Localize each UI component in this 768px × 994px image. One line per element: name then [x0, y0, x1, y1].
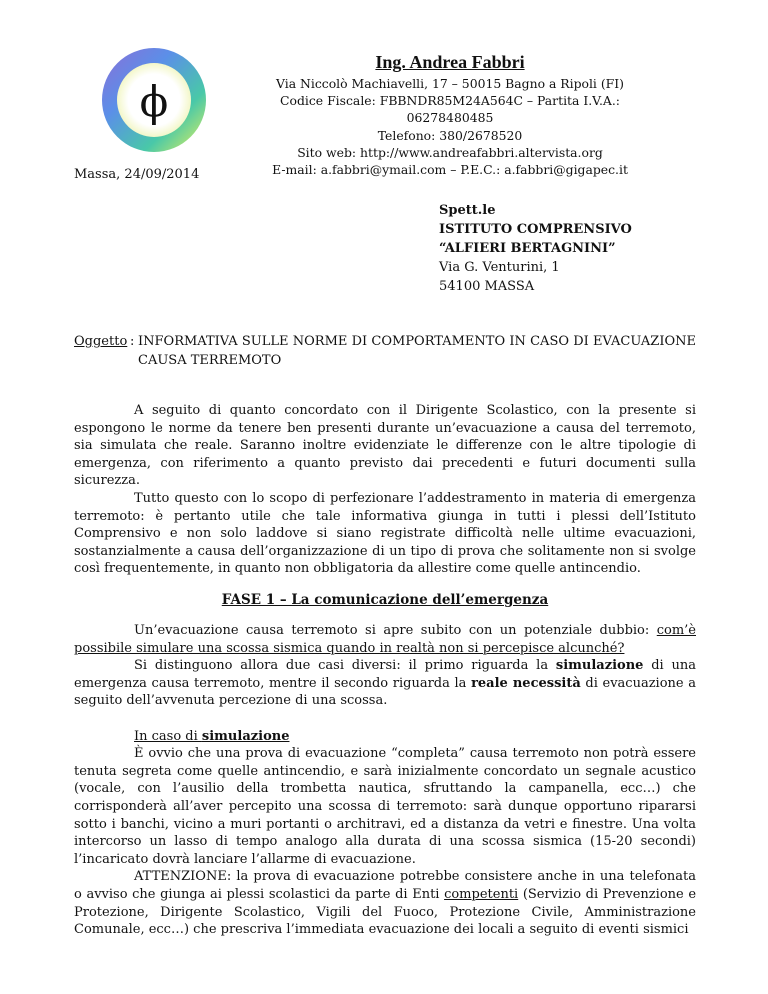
- section-paragraph-2-text-c: di una emergenza causa terremoto, mentre il secondo riguarda la: [74, 658, 696, 691]
- section-paragraph-1-text: Un’evacuazione causa terremoto si apre subito con un potenziale dubbio:: [134, 623, 657, 638]
- subject-colon: :: [130, 334, 135, 349]
- section-body: [74, 622, 696, 939]
- simulation-keyword: simulazione: [555, 658, 644, 674]
- sender-phone: Telefono: 380/2678520: [377, 127, 523, 143]
- section-paragraph-4-text-b: (Servizio di Prevenzione e Protezione, Dirigente Scolastico, Vigili del Fuoco, Protezione Civile, Amministrazione Comunale, ecc…) che prescriva l’immediata evacuazione dei locali a seguito di eventi sismici: [74, 886, 697, 938]
- simulation-subheading-text: In caso di: [134, 728, 202, 744]
- sender-email: E-mail: a.fabbri@ymail.com – P.E.C.: a.fabbri@gigapec.it: [272, 162, 628, 178]
- competent-keyword: competenti: [444, 886, 519, 902]
- subject-label: Oggetto: [74, 334, 128, 349]
- section-paragraph-1-question: com’è possibile simulare una scossa sismica quando in realtà non si percepisce alcunché?: [74, 623, 696, 656]
- section-paragraph-4-text-a: ATTENZIONE: la prova di evacuazione potrebbe consistere anche in una telefonata o avviso che giunga ai plessi scolastici da parte di Enti: [74, 869, 696, 902]
- section-paragraph-3: È ovvio che una prova di evacuazione “completa” causa terremoto non potrà essere tenuta segreta come quelle antincendio, e sarà inizialmente concordato un segnale acustico (vocale, con l’ausilio della trombetta nautica, sfruttando la campanella, ecc…) che corrisponderà all’aver percepito una scossa di terremoto: sarà dunque opportuno ripararsi sotto i banchi, vicino a muri portanti o architravi, ed a distanza da vetri e finestre. Una volta intercorso un lasso di tempo analogo alla durata di una scossa sismica (15-20 secondi) l’incaricato dovrà lanciare l’allarme di evacuazione.: [74, 746, 696, 867]
- simulation-subheading: [74, 728, 696, 746]
- recipient-city: 54100 MASSA: [439, 279, 535, 294]
- intro-paragraph-1: A seguito di quanto concordato con il Dirigente Scolastico, con la presente si espongono le norme da tenere ben presenti durante un’evacuazione a causa del terremoto, sia simulata che reale. Saranno inoltre evidenziate le differenze con le altre tipologie di emergenza, con riferimento a quanto previsto dai precedenti e futuri documenti sulla sicurezza.: [74, 403, 696, 489]
- sender-address: Via Niccolò Machiavelli, 17 – 50015 Bagno a Ripoli (FI): [276, 76, 624, 91]
- subject-text: INFORMATIVA SULLE NORME DI COMPORTAMENTO IN CASO DI EVACUAZIONE CAUSA TERREMOTO: [138, 334, 696, 368]
- recipient-block: [439, 201, 632, 296]
- logo-symbol: ϕ: [139, 77, 169, 126]
- section-paragraph-1: [74, 622, 696, 657]
- intro-body: [74, 402, 696, 578]
- section-paragraph-2-text-a: Si distinguono allora due casi diversi: il primo riguarda la: [134, 658, 556, 674]
- recipient-institution: ISTITUTO COMPRENSIVO: [439, 222, 632, 237]
- section-heading: FASE 1 – La comunicazione dell’emergenza: [221, 592, 549, 608]
- recipient-school-name: “ALFIERI BERTAGNINI”: [439, 241, 616, 256]
- phi-logo: [100, 46, 208, 154]
- section-paragraph-2-text-d: di evacuazione a seguito dell’avvenuta percezione di una scossa.: [74, 675, 696, 709]
- section-paragraph-4: [74, 868, 696, 938]
- section-paragraph-2: [74, 657, 696, 710]
- sender-name: Ing. Andrea Fabbri: [375, 52, 525, 72]
- sender-website: Sito web: http://www.andreafabbri.altervista.org: [297, 144, 603, 160]
- simulation-subheading-keyword: simulazione: [201, 728, 290, 744]
- real-need-keyword: reale necessità: [471, 675, 581, 691]
- subject-line: [74, 332, 696, 370]
- intro-paragraph-2: Tutto questo con lo scopo di perfezionare l’addestramento in materia di emergenza terremoto: è pertanto utile che tale informativa giunga in tutti i plessi dell’Istituto Comprensivo e non solo laddove si siano registrate difficoltà nelle ultime evacuazioni, sostanzialmente a causa dell’organizzazione di un tipo di prova che solitamente non si svolge così frequentemente, in quanto non obbligatoria da allestire come quelle antincendio.: [74, 490, 696, 577]
- letterhead: [240, 50, 660, 178]
- recipient-street: Via G. Venturini, 1: [439, 260, 560, 275]
- letter-date: Massa, 24/09/2014: [74, 167, 200, 182]
- recipient-salutation: Spett.le: [439, 203, 496, 218]
- sender-tax-info: Codice Fiscale: FBBNDR85M24A564C – Partita I.V.A.: 06278480485: [280, 93, 620, 126]
